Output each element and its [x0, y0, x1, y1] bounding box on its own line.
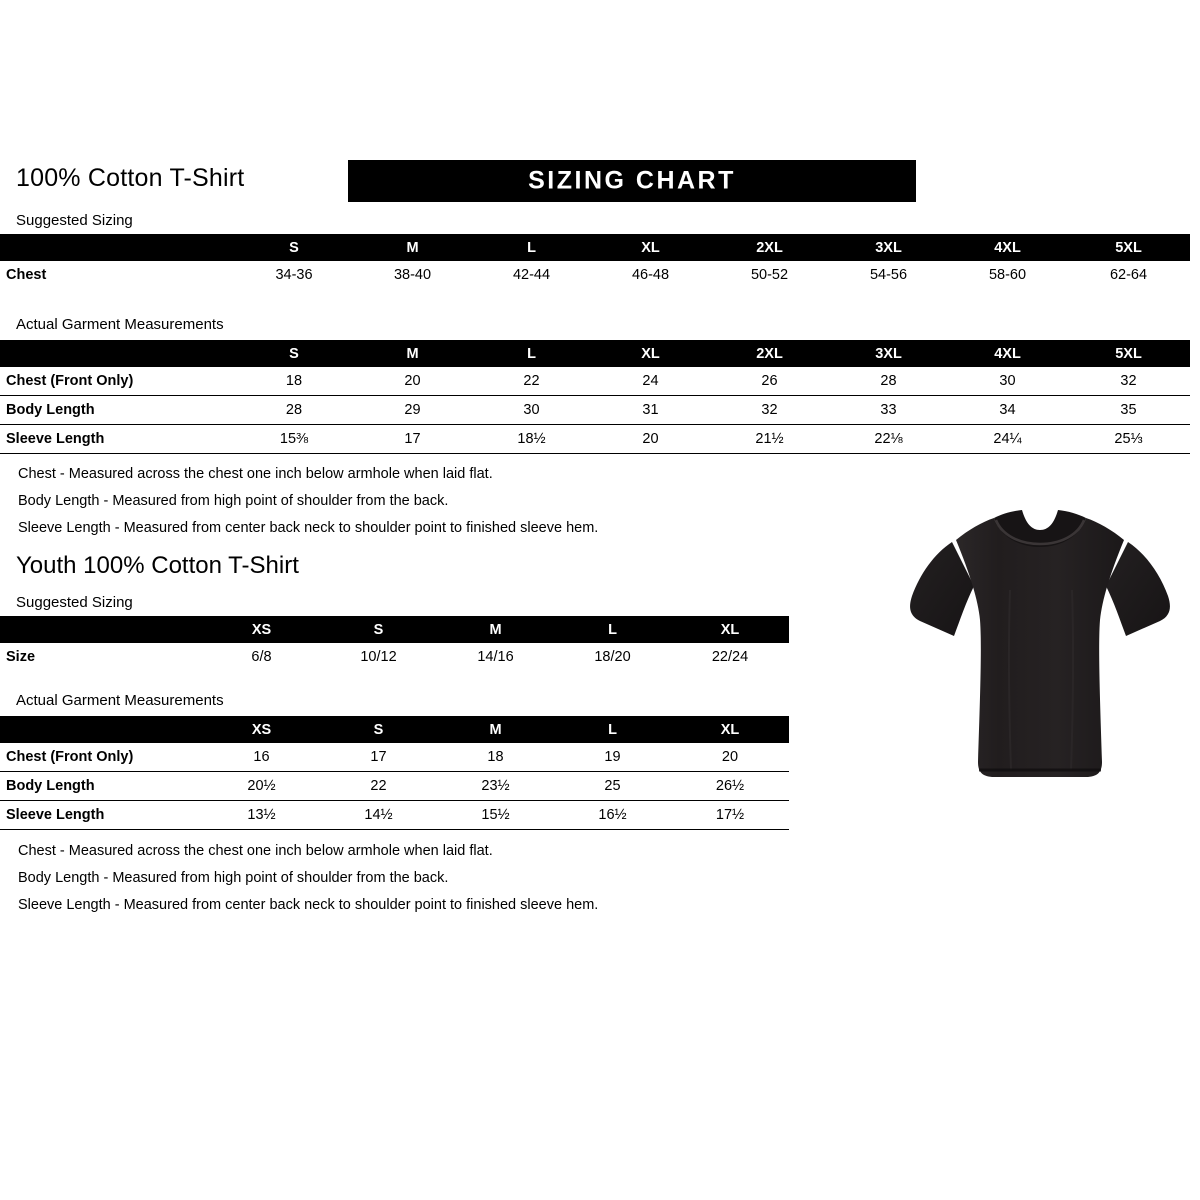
row-header: Chest [6, 267, 47, 283]
col-header: 2XL [710, 234, 829, 261]
cell: 17 [353, 425, 472, 454]
cell: 6/8 [251, 649, 272, 665]
col-header: 3XL [829, 340, 948, 367]
cell: 28 [235, 396, 353, 425]
table-row [0, 801, 789, 830]
cell: 20 [671, 743, 789, 772]
col-header: M [353, 234, 472, 261]
col-header [0, 234, 235, 261]
cell: 18 [437, 743, 554, 772]
cell: 33 [829, 396, 948, 425]
cell: 16½ [554, 801, 671, 830]
cell: 22⅛ [829, 425, 948, 454]
table-row [0, 396, 1190, 425]
cell: 26 [710, 367, 829, 396]
cell: 14½ [320, 801, 437, 830]
table-row [0, 772, 789, 801]
cell: 30 [472, 396, 591, 425]
cell: 10/12 [360, 649, 397, 665]
adult-actual-measurements-table [0, 340, 1190, 454]
cell: 25⅓ [1067, 425, 1190, 454]
page-title: 100% Cotton T-Shirt [16, 164, 245, 192]
col-header: XL [591, 234, 710, 261]
cell: 34-36 [275, 267, 313, 283]
cell: 23½ [437, 772, 554, 801]
col-header: L [472, 340, 591, 367]
col-header: 4XL [948, 234, 1067, 261]
cell: 29 [353, 396, 472, 425]
sizing-chart-banner-label: SIZING CHART [528, 166, 736, 195]
cell: 14/16 [477, 649, 514, 665]
youth-suggested-sizing-table [0, 616, 789, 671]
table-row [0, 367, 1190, 396]
table-header-row [0, 616, 789, 643]
table-header-row [0, 716, 789, 743]
row-header: Size [6, 649, 36, 665]
table-row [0, 425, 1190, 454]
cell: 21½ [710, 425, 829, 454]
note-sleeve-length: Sleeve Length - Measured from center back neck to shoulder point to finished sleeve hem. [18, 897, 599, 913]
cell: 32 [710, 396, 829, 425]
cell: 42-44 [512, 267, 551, 283]
adult-suggested-sizing-table [0, 234, 1190, 289]
cell: 22/24 [711, 649, 749, 665]
cell: 50-52 [750, 267, 789, 283]
cell: 22 [320, 772, 437, 801]
col-header: M [437, 716, 554, 743]
cell: 17½ [671, 801, 789, 830]
cell: 31 [591, 396, 710, 425]
cell: 46-48 [631, 267, 670, 283]
cell: 34 [948, 396, 1067, 425]
col-header: XL [591, 340, 710, 367]
row-header: Chest (Front Only) [0, 367, 235, 396]
row-header: Sleeve Length [0, 425, 235, 454]
col-header: L [554, 616, 671, 643]
col-header: 5XL [1067, 340, 1190, 367]
cell: 15½ [437, 801, 554, 830]
product-image [890, 470, 1190, 810]
note-body-length: Body Length - Measured from high point of shoulder from the back. [18, 493, 449, 509]
col-header: L [472, 234, 591, 261]
cell: 24¼ [948, 425, 1067, 454]
tshirt-icon [890, 470, 1190, 810]
note-sleeve-length: Sleeve Length - Measured from center back neck to shoulder point to finished sleeve hem. [18, 520, 599, 536]
note-body-length: Body Length - Measured from high point of shoulder from the back. [18, 870, 449, 886]
cell: 19 [554, 743, 671, 772]
sizing-chart-banner [348, 160, 916, 202]
row-header: Sleeve Length [0, 801, 203, 830]
col-header [0, 340, 235, 367]
cell: 62-64 [1109, 267, 1148, 283]
col-header: 5XL [1067, 234, 1190, 261]
cell: 38-40 [393, 267, 432, 283]
table-row [0, 743, 789, 772]
table-header-row [0, 234, 1190, 261]
col-header: 3XL [829, 234, 948, 261]
youth-actual-measurements-label: Actual Garment Measurements [16, 692, 224, 709]
row-header: Body Length [0, 772, 203, 801]
cell: 20½ [203, 772, 320, 801]
adult-notes [18, 461, 598, 542]
cell: 26½ [671, 772, 789, 801]
col-header: S [320, 616, 437, 643]
cell: 24 [591, 367, 710, 396]
cell: 28 [829, 367, 948, 396]
cell: 25 [554, 772, 671, 801]
col-header [0, 616, 203, 643]
cell: 35 [1067, 396, 1190, 425]
col-header: XL [671, 716, 789, 743]
youth-actual-measurements-table [0, 716, 789, 830]
cell: 54-56 [869, 267, 908, 283]
youth-suggested-sizing-label: Suggested Sizing [16, 594, 133, 611]
cell: 18/20 [594, 649, 631, 665]
col-header: 2XL [710, 340, 829, 367]
col-header: 4XL [948, 340, 1067, 367]
col-header: S [235, 340, 353, 367]
row-header: Chest (Front Only) [0, 743, 203, 772]
col-header: M [437, 616, 554, 643]
cell: 58-60 [988, 267, 1027, 283]
cell: 15⅜ [235, 425, 353, 454]
cell: 30 [948, 367, 1067, 396]
col-header: XL [671, 616, 789, 643]
col-header: L [554, 716, 671, 743]
adult-actual-measurements-label: Actual Garment Measurements [16, 316, 224, 333]
col-header: S [235, 234, 353, 261]
note-chest: Chest - Measured across the chest one inch below armhole when laid flat. [18, 466, 493, 482]
cell: 20 [353, 367, 472, 396]
cell: 22 [472, 367, 591, 396]
col-header: XS [203, 716, 320, 743]
cell: 18½ [472, 425, 591, 454]
adult-suggested-sizing-label: Suggested Sizing [16, 212, 133, 229]
col-header: XS [203, 616, 320, 643]
cell: 16 [203, 743, 320, 772]
col-header: S [320, 716, 437, 743]
cell: 18 [235, 367, 353, 396]
col-header: M [353, 340, 472, 367]
table-row [0, 261, 1190, 289]
header [16, 160, 896, 204]
table-row [0, 643, 789, 671]
row-header: Body Length [0, 396, 235, 425]
note-chest: Chest - Measured across the chest one inch below armhole when laid flat. [18, 843, 493, 859]
cell: 13½ [203, 801, 320, 830]
cell: 32 [1067, 367, 1190, 396]
cell: 17 [320, 743, 437, 772]
youth-section-title: Youth 100% Cotton T-Shirt [16, 552, 299, 579]
table-header-row [0, 340, 1190, 367]
col-header [0, 716, 203, 743]
cell: 20 [591, 425, 710, 454]
youth-notes [18, 838, 598, 919]
